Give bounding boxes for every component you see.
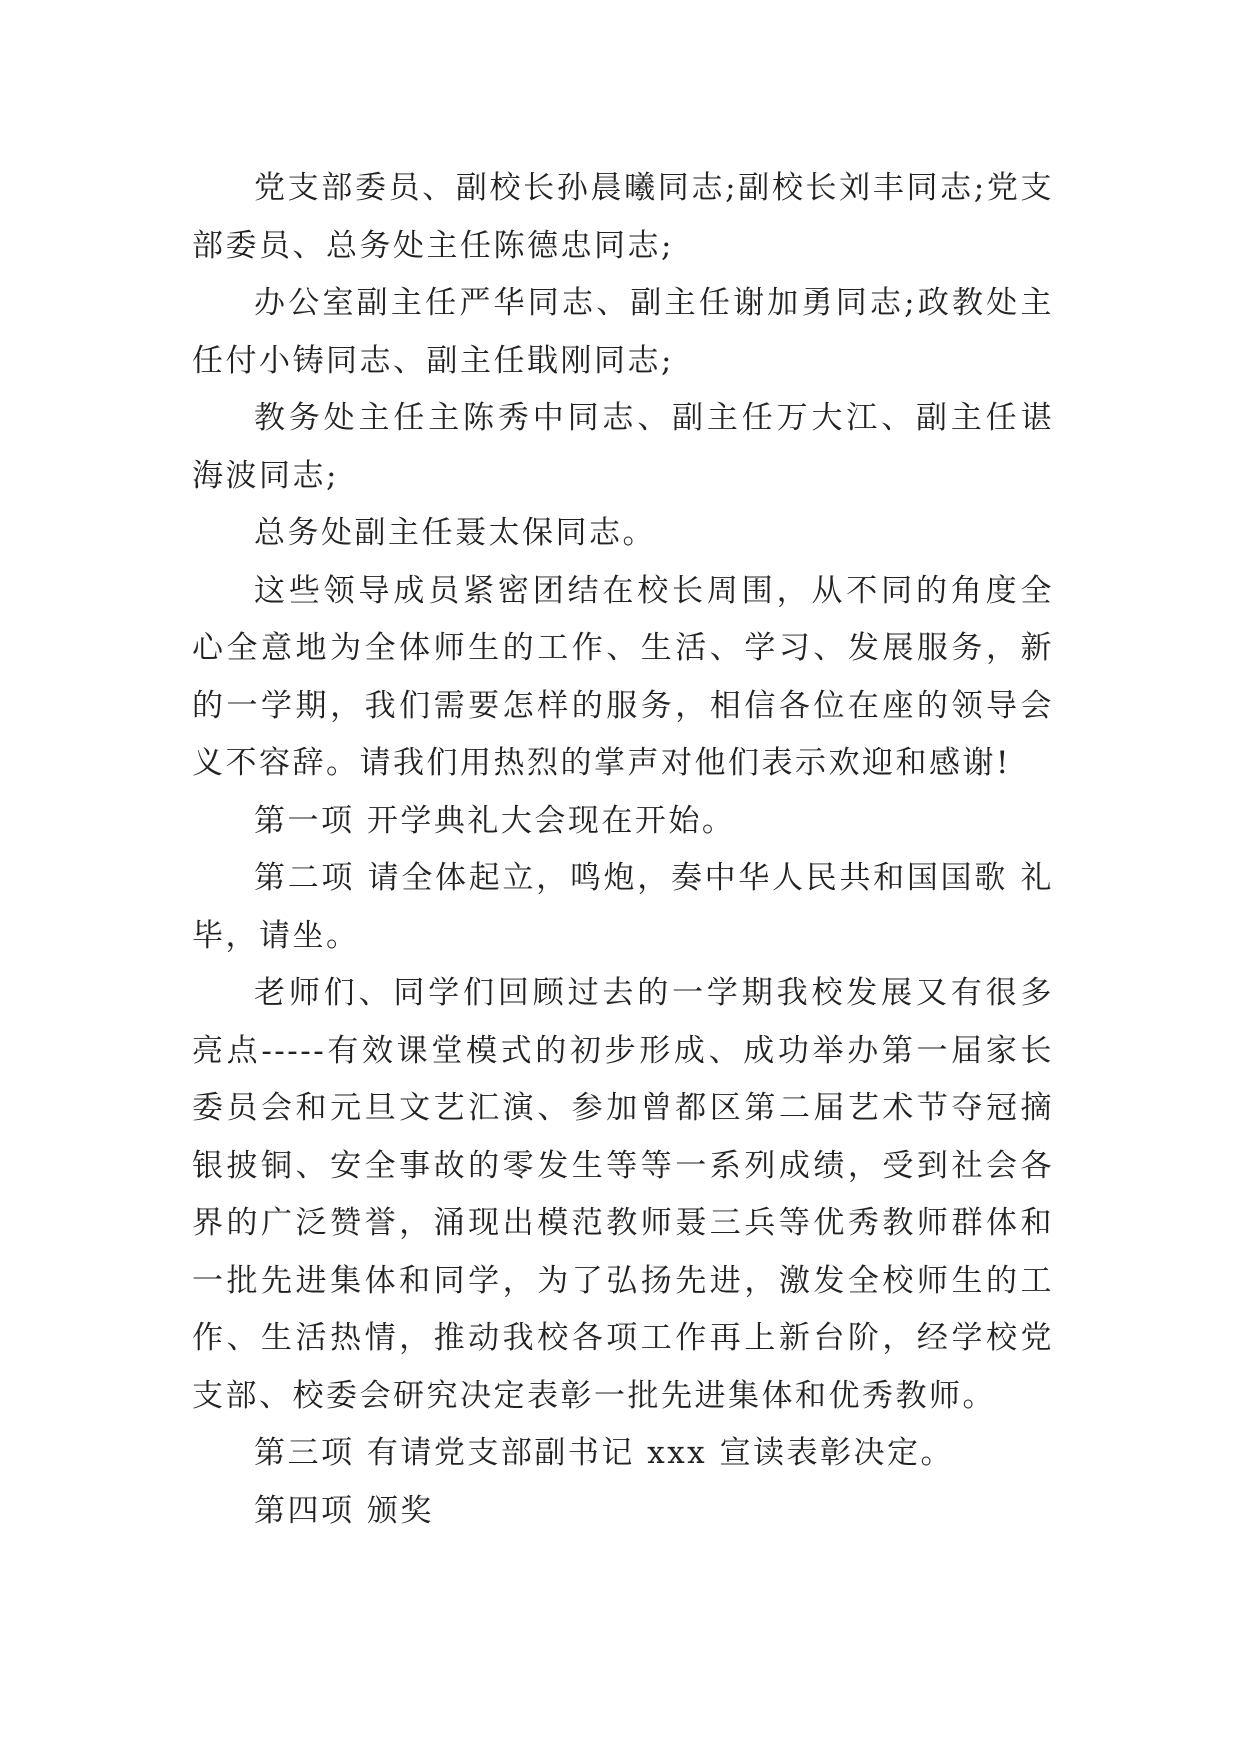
agenda-item-3: 第三项 有请党支部副书记 xxx 宣读表彰决定。 xyxy=(254,1435,955,1471)
paragraph-review: 老师们、同学们回顾过去的一学期我校发展又有很多亮点-----有效课堂模式的初步形成、成功举办第一届家长委员会和元旦文艺汇演、参加曾都区第二届艺术节夺冠摘银披铜、安全事故的零发生等等一系列成绩，受到社会各界的广泛赞誉，涌现出模范教师聂三兵等优秀教师群体和一批先进集体和同学，为了弘扬先进，激发全校师生的工作、生活热情，推动我校各项工作再上新台阶，经学校党支部、校委会研究决定表彰一批先进集体和优秀教师。 xyxy=(192,975,1054,1414)
paragraph-leaders-1: 党支部委员、副校长孙晨曦同志;副校长刘丰同志;党支部委员、总务处主任陈德忠同志; xyxy=(192,170,1054,264)
document-body xyxy=(192,160,1054,1540)
paragraph-leaders-4: 总务处副主任聂太保同志。 xyxy=(254,515,656,551)
agenda-item-2: 第二项 请全体起立，鸣炮，奏中华人民共和国国歌 礼毕，请坐。 xyxy=(192,860,1054,954)
paragraph-leaders-3: 教务处主任主陈秀中同志、副主任万大江、副主任谌海波同志; xyxy=(192,400,1054,494)
paragraph-leaders-2: 办公室副主任严华同志、副主任谢加勇同志;政教处主任付小铸同志、副主任戢刚同志; xyxy=(192,285,1054,379)
agenda-item-1: 第一项 开学典礼大会现在开始。 xyxy=(254,802,736,839)
agenda-item-4: 第四项 颁奖 xyxy=(254,1492,434,1529)
paragraph-welcome: 这些领导成员紧密团结在校长周围，从不同的角度全心全意地为全体师生的工作、生活、学习、发展服务，新的一学期，我们需要怎样的服务，相信各位在座的领导会义不容辞。请我们用热烈的掌声对他们表示欢迎和感谢! xyxy=(192,572,1054,781)
